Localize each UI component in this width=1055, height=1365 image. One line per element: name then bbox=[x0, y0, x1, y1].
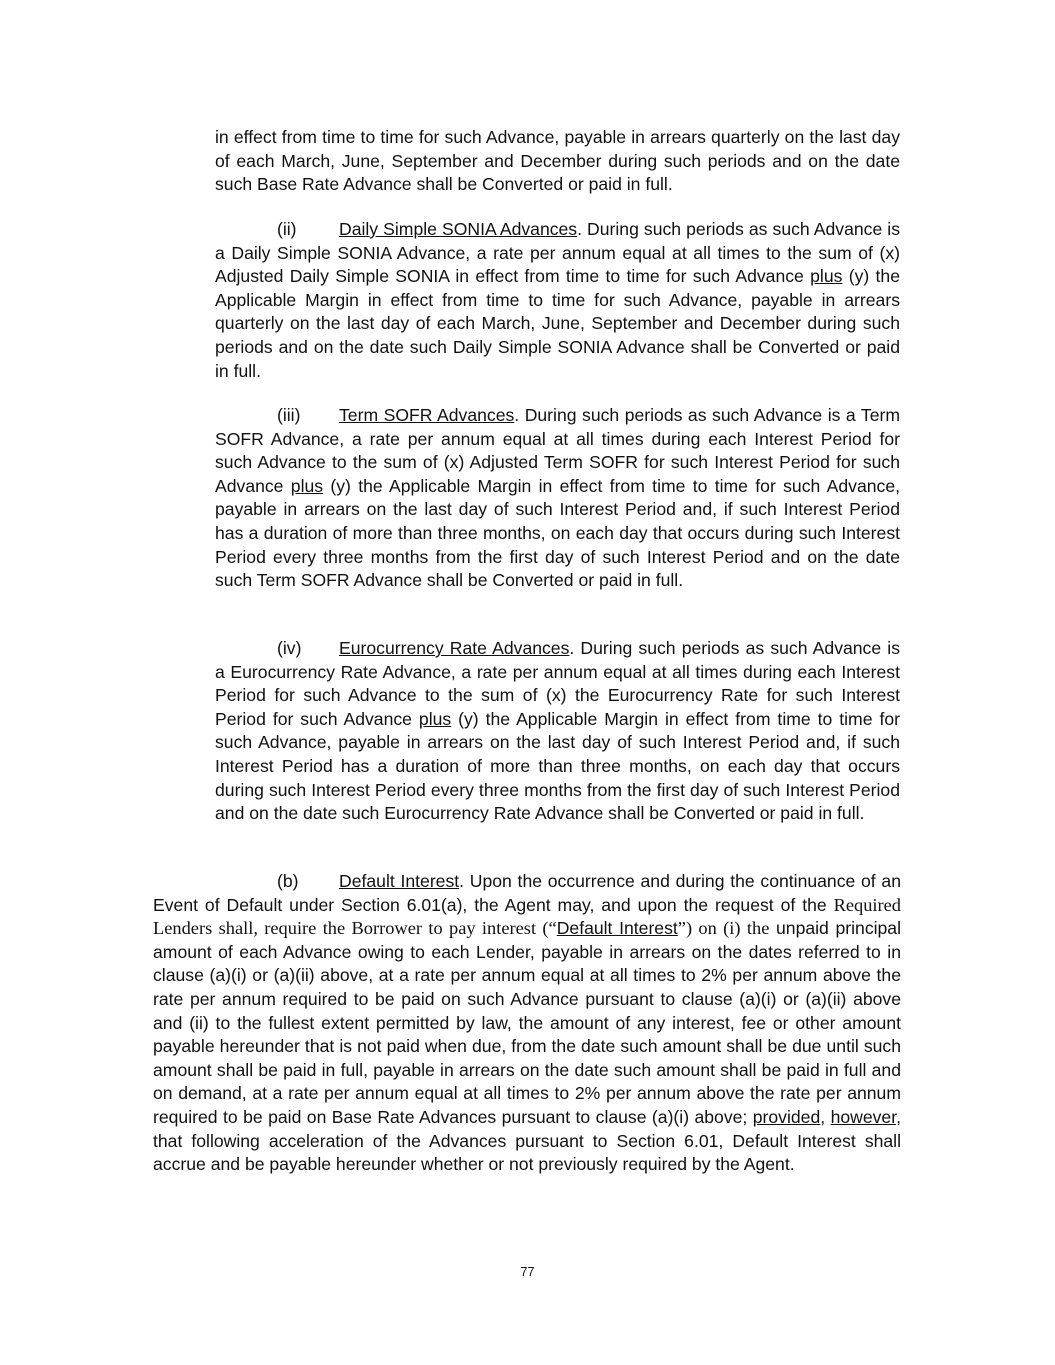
punctuation: , bbox=[820, 1106, 831, 1127]
however-term: however bbox=[830, 1106, 897, 1127]
clause-label: (iv) bbox=[277, 638, 302, 658]
clause-label: (iii) bbox=[277, 405, 301, 425]
clause-heading: Default Interest bbox=[339, 871, 460, 891]
clause-text: unpaid principal amount of each Advance owing to each Lender, payable in arrears on the dates referred to in clause (a)(i) or (a)(ii) above, at a rate per annum equal at all times to 2% per annum above the rate per annum required to be paid on such Advance pursuant to clause (a)(i) or (a)(ii) above and (ii) to the fullest extent permitted by law, the amount of any interest, fee or other amount payable hereunder that is not paid when due, from the date such amount shall be due until such amount shall be paid in full, payable in arrears on the date such amount shall be paid in full and on demand, at a rate per annum equal at all times to 2% per annum above the rate per annum required to be paid on Base Rate Advances pursuant to clause (a)(i) above; bbox=[153, 918, 902, 1127]
clause-label: (b) bbox=[277, 871, 299, 891]
clause-text-serif: Required Lenders shall, require the Borrower to pay interest (“ bbox=[153, 894, 901, 939]
clause-text: (y) the Applicable Margin in effect from time to time for such Advance, payable in arrears on the last day of such Interest Period and, if such Interest Period has a duration of more than three months, on each day that occurs during such Interest Period every three months from the first day of such Interest Period and on the date such Term SOFR Advance shall be Converted or paid in full. bbox=[215, 475, 901, 591]
clause-text: (y) the Applicable Margin in effect from time to time for such Advance, payable in arrears quarterly on the last day of each March, June, September and December during such periods and on the date such Daily Simple SONIA Advance shall be Converted or paid in full. bbox=[215, 266, 901, 381]
clause-iii-paragraph bbox=[215, 404, 900, 593]
plus-term: plus bbox=[290, 475, 324, 496]
clause-heading: Term SOFR Advances bbox=[339, 405, 515, 425]
clause-b-paragraph bbox=[153, 870, 901, 1177]
clause-heading: Daily Simple SONIA Advances bbox=[339, 219, 578, 239]
clause-label: (ii) bbox=[277, 219, 297, 239]
clause-heading: Eurocurrency Rate Advances bbox=[339, 638, 570, 658]
defined-term: Default Interest bbox=[556, 918, 678, 939]
plus-term: plus bbox=[810, 266, 843, 287]
clause-text: . During such periods as such Advance is a Term SOFR Advance, a rate per annum equal at all times during each Interest Period for such Advance to the sum of (x) Adjusted Term SOFR for such Interest Period for such Advance bbox=[215, 405, 900, 496]
clause-iv-paragraph bbox=[215, 637, 900, 826]
clause-text: . During such periods as such Advance is a Eurocurrency Rate Advance, a rate per annum equal at all times during each Interest Period for such Advance to the sum of (x) the Eurocurrency Rate for such Interest Period for such Advance bbox=[215, 638, 900, 729]
page-number: 77 bbox=[520, 1265, 535, 1279]
clause-text: (y) the Applicable Margin in effect from time to time for such Advance, payable in arrears on the last day of such Interest Period and, if such Interest Period has a duration of more than three months, on each day that occurs during such Interest Period every three months from the first day of such Interest Period and on the date such Eurocurrency Rate Advance shall be Converted or paid in full. bbox=[215, 708, 900, 824]
clause-text: , that following acceleration of the Advances pursuant to Section 6.01, Default Interest shall accrue and be payable hereunder whether or not previously required by the Agent. bbox=[153, 1106, 901, 1175]
clause-text-serif: ”) on (i) the bbox=[677, 918, 770, 939]
intro-text: in effect from time to time for such Advance, payable in arrears quarterly on the last day of each March, June, September and December during such periods and on the date such Base Rate Advance shall be Converted or paid in full. bbox=[215, 127, 900, 195]
provided-term: provided bbox=[752, 1106, 821, 1127]
clause-text: . Upon the occurrence and during the continuance of an Event of Default under Section 6.01(a), the Agent may, and upon the request of the bbox=[153, 871, 901, 915]
plus-term: plus bbox=[418, 708, 452, 729]
clause-ii-paragraph bbox=[215, 218, 900, 383]
intro-paragraph bbox=[215, 126, 900, 197]
clause-text: . During such periods as such Advance is a Daily Simple SONIA Advance, a rate per annum equal at all times to the sum of (x) Adjusted Daily Simple SONIA in effect from time to time for such Advance bbox=[215, 219, 900, 287]
